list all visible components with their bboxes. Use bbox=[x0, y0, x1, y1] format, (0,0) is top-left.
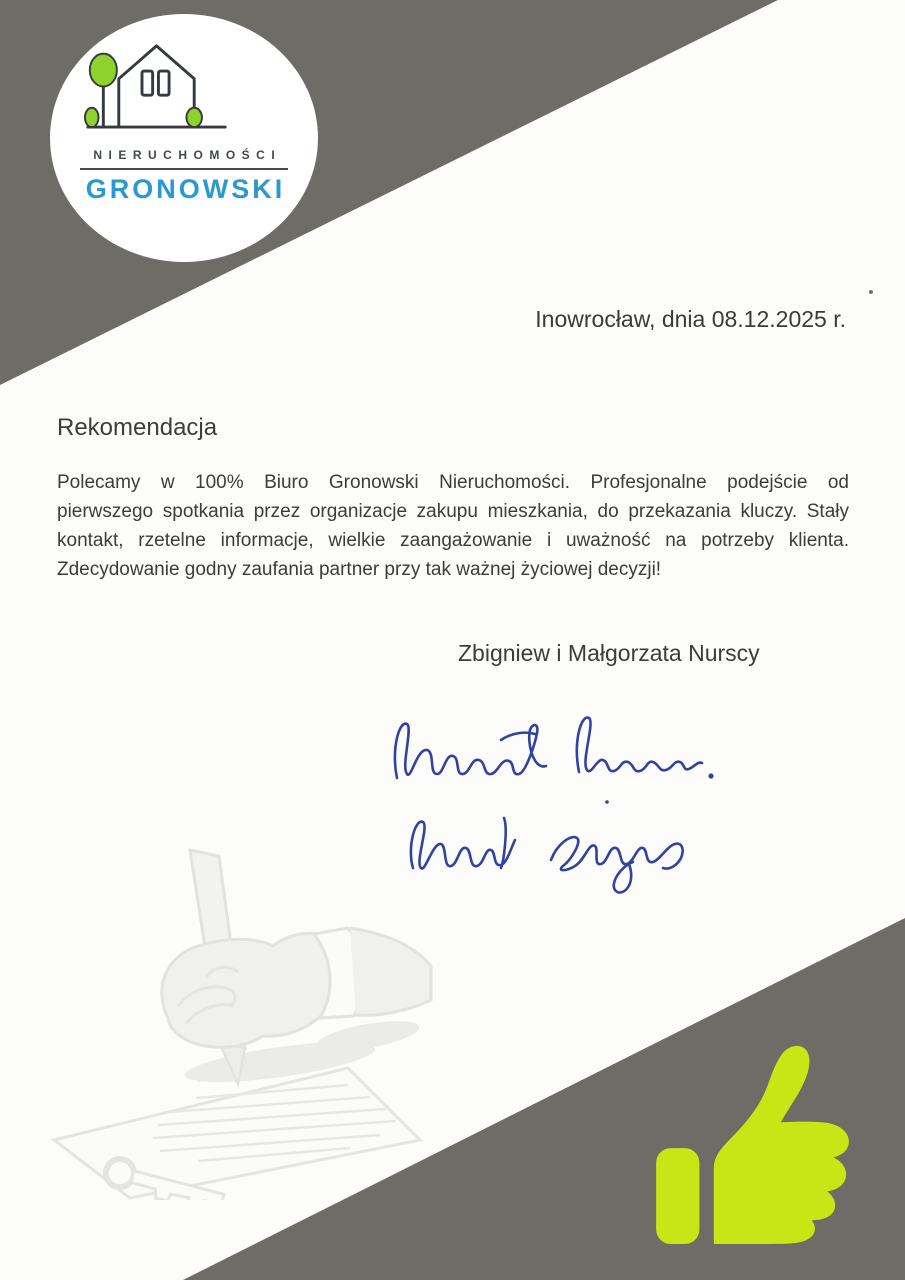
signatories-names: Zbigniew i Małgorzata Nurscy bbox=[458, 640, 760, 666]
letter-heading: Rekomendacja bbox=[57, 414, 218, 441]
house-with-trees-icon bbox=[84, 38, 229, 135]
body-line: Polecamy w 100% Biuro Gronowski Nieruchomości. Profesjonalne podejście od bbox=[57, 472, 849, 493]
body-line: pierwszego spotkania przez organizacje zakupu mieszkania, do przekazania kluczy. Stały bbox=[57, 501, 849, 522]
body-line: kontakt, rzetelne informacje, wielkie zaangażowanie i uważność na potrzeby klienta. bbox=[57, 530, 849, 551]
brand-name-bottom: GRONOWSKI bbox=[85, 174, 286, 204]
handwritten-signatures bbox=[383, 700, 725, 900]
scan-artifact-dot bbox=[869, 290, 873, 294]
body-line: Zdecydowanie godny zaufania partner przy tak ważnej życiowej decyzji! bbox=[57, 559, 662, 580]
letter-body bbox=[57, 468, 849, 584]
thumbs-up-icon bbox=[651, 1040, 857, 1246]
brand-name-top: NIERUCHOMOŚCI bbox=[93, 148, 282, 162]
brand-divider bbox=[80, 168, 288, 170]
hand-signing-watermark-icon bbox=[48, 838, 433, 1200]
logo-badge bbox=[50, 14, 318, 262]
date-line: Inowrocław, dnia 08.12.2025 r. bbox=[535, 306, 846, 332]
